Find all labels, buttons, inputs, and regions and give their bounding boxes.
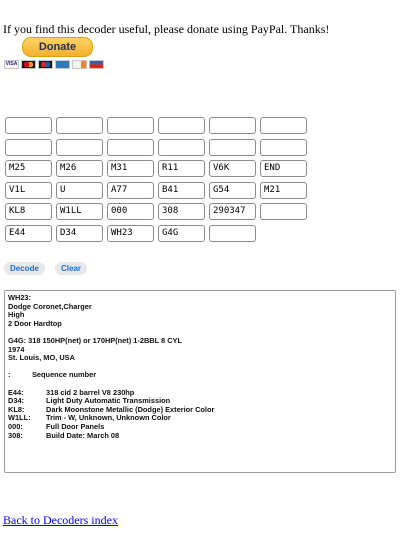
discover-icon [72,60,87,69]
clear-button[interactable]: Clear [55,262,87,275]
code-field[interactable] [5,117,52,134]
code-field[interactable]: KL8 [5,203,52,220]
code-field[interactable]: M25 [5,160,52,177]
mastercard-icon [21,60,36,69]
option-line: KL8: Dark Moonstone Metallic (Dodge) Exterior Color [8,404,215,414]
code-field[interactable]: G54 [209,182,256,199]
option-line: E44: 318 cid 2 barrel V8 230hp [8,387,135,397]
code-field[interactable] [260,203,307,220]
code-field[interactable] [209,225,256,242]
code-field[interactable] [260,139,307,156]
amex-icon [55,60,70,69]
code-field[interactable] [158,117,205,134]
back-to-decoders-link[interactable]: Back to Decoders index [3,513,118,527]
option-line: 308: Build Date: March 08 [8,430,120,440]
output-line: G4G: 318 150HP(net) or 170HP(net) 1-2BBL 8 CYL [8,335,183,345]
code-field[interactable]: END [260,160,307,177]
donation-message: If you find this decoder useful, please donate using PayPal. Thanks! [3,22,330,36]
decode-button[interactable]: Decode [4,262,45,275]
output-line: 2 Door Hardtop [8,318,62,328]
code-field[interactable]: W1LL [56,203,103,220]
sequence-line: : Sequence number [8,370,97,380]
code-field[interactable]: D34 [56,225,103,242]
code-field[interactable]: A77 [107,182,154,199]
code-field[interactable]: M26 [56,160,103,177]
code-field[interactable]: WH23 [107,225,154,242]
code-field[interactable] [107,117,154,134]
code-field[interactable] [56,117,103,134]
paypal-donate-button[interactable]: Donate [22,37,93,57]
option-line: W1LL: Trim - W, Unknown, Unknown Color [8,413,171,423]
code-field[interactable] [107,139,154,156]
output-line: Dodge Coronet,Charger [8,301,92,311]
code-field[interactable]: V1L [5,182,52,199]
code-field[interactable]: 000 [107,203,154,220]
output-line: 1974 [8,344,25,354]
bank-card-icon [89,60,104,69]
code-field[interactable]: M31 [107,160,154,177]
output-line: WH23: [8,293,31,302]
code-field[interactable] [56,139,103,156]
code-field[interactable]: 290347 [209,203,256,220]
code-field[interactable]: B41 [158,182,205,199]
code-field[interactable]: G4G [158,225,205,242]
code-field[interactable] [260,117,307,134]
code-field[interactable]: 308 [158,203,205,220]
visa-card-icon: VISA [5,61,18,67]
option-line: D34: Light Duty Automatic Transmission [8,396,171,406]
option-line: 000: Full Door Panels [8,421,105,431]
code-field[interactable] [5,139,52,156]
code-field[interactable]: U [56,182,103,199]
output-line: St. Louis, MO, USA [8,353,75,363]
code-field[interactable]: V6K [209,160,256,177]
code-field[interactable] [209,139,256,156]
code-field[interactable]: M21 [260,182,307,199]
code-field[interactable]: E44 [5,225,52,242]
code-field[interactable] [209,117,256,134]
payment-cards [4,60,104,69]
output-line: High [8,310,25,320]
code-field[interactable]: R11 [158,160,205,177]
decode-output [4,290,396,473]
maestro-icon [38,60,53,69]
code-field[interactable] [158,139,205,156]
